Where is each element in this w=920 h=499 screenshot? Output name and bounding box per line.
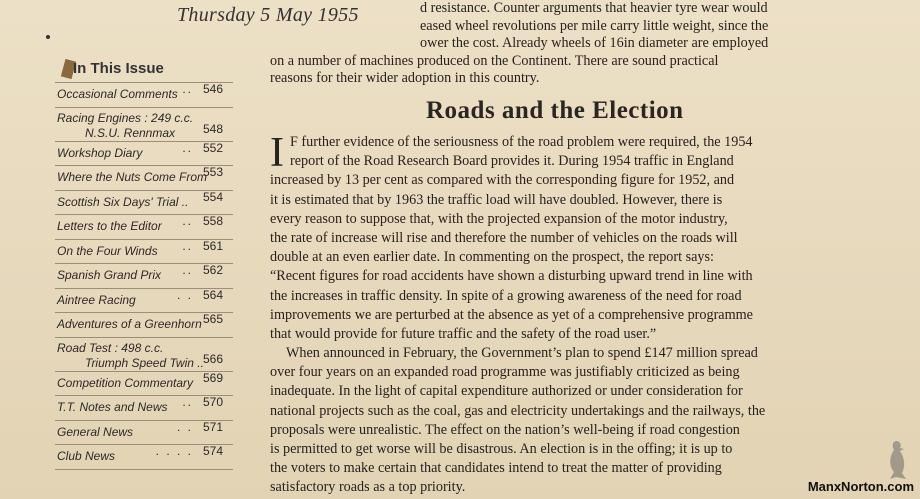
contents-page-number: 569	[202, 370, 223, 385]
contents-page-number: 571	[202, 419, 223, 434]
text-line: inadequate. In the light of capital expenditure authorized or under consideration for	[270, 383, 743, 400]
contents-page-number: 562	[202, 263, 223, 277]
contents-sidebar	[55, 58, 233, 470]
text-line: reasons for their wider adoption in this country.	[270, 70, 540, 87]
contents-item[interactable]	[55, 313, 233, 338]
contents-page-number: 553	[202, 165, 223, 179]
contents-item-subtitle: Triumph Speed Twin ..	[85, 355, 204, 370]
contents-page-number: 558	[202, 214, 223, 228]
contents-page-number: 565	[202, 312, 223, 326]
contents-list	[55, 82, 233, 470]
text-line: double at an even earlier date. In commenting on the prospect, the report says:	[270, 249, 714, 266]
text-line: When announced in February, the Government’s plan to spend £147 million spread	[286, 345, 758, 362]
text-line: report of the Road Research Board provides it. During 1954 traffic in England	[290, 153, 734, 170]
contents-page-number: 561	[202, 238, 223, 253]
contents-page-number: 546	[202, 82, 223, 96]
text-line: the increases in traffic density. In spite of a growing awareness of the need for road	[270, 287, 742, 304]
text-line: F further evidence of the seriousness of the road problem were required, the 1954	[290, 134, 753, 150]
text-line: “Recent figures for road accidents have shown a disturbing upward trend in line with	[270, 268, 753, 285]
contents-item-title: Road Test : 498 c.c.	[57, 340, 164, 355]
drop-cap: I	[270, 130, 284, 176]
contents-page-number: 548	[202, 121, 223, 136]
contents-page-number: 564	[202, 287, 223, 302]
contents-leader: ..	[182, 214, 193, 228]
text-line: on a number of machines produced on the Continent. There are sound practical	[270, 52, 719, 69]
text-line: increased by 13 per cent as compared with the corresponding figure for 1952, and	[270, 172, 735, 189]
contents-item-title: Where the Nuts Come From	[57, 170, 208, 184]
contents-item-title: Adventures of a Greenhorn	[57, 317, 202, 331]
contents-item-title: Racing Engines : 249 c.c.	[57, 110, 194, 125]
contents-page-number: 574	[202, 444, 223, 458]
contents-page-number: 570	[202, 395, 223, 409]
contents-item-title: Club News	[57, 449, 116, 463]
text-line: proposals were unrealistic. The effect on the nation’s well-being if road congestion	[270, 421, 740, 438]
contents-leader: . .	[176, 419, 193, 434]
contents-item-title: Spanish Grand Prix	[57, 268, 162, 282]
contents-item[interactable]	[55, 445, 233, 470]
text-line: ower the cost. Already wheels of 16in diameter are employed	[420, 35, 769, 52]
text-line: it is estimated that by 1963 the traffic load will have doubled. However, there is	[270, 191, 723, 208]
contents-item-title: Occasional Comments	[57, 87, 178, 101]
contents-item-title: Aintree Racing	[57, 292, 136, 307]
contents-title	[61, 58, 233, 80]
text-line: d resistance. Counter arguments that heavier tyre wear would	[420, 0, 768, 16]
text-line: the voters to make certain that candidates intend to treat the matter of providing	[270, 460, 722, 477]
contents-page-number: 566	[202, 351, 223, 366]
contents-page-number: 552	[202, 140, 223, 155]
contents-title-text: In This Issue	[73, 60, 164, 77]
bullet-dot	[46, 35, 50, 39]
text-line: every reason to suppose that, with the projected expansion of the motor industry,	[270, 210, 728, 227]
watermark-text: ManxNorton.com	[807, 479, 914, 494]
contents-item-title: General News	[57, 424, 134, 439]
contents-item-title: Competition Commentary	[57, 375, 194, 390]
contents-leader: . .	[176, 287, 193, 302]
text-line: satisfactory roads as a top priority.	[270, 479, 466, 496]
contents-item-title: Letters to the Editor	[57, 219, 162, 233]
text-line: over four years on an expanded road programme was justifiably criticized as being	[270, 364, 740, 381]
contents-item-title: Workshop Diary	[57, 145, 143, 160]
text-line: improvements we are perturbed at the absence as yet of a comprehensive programme	[270, 306, 753, 323]
contents-page-number: 554	[202, 189, 223, 204]
watermark-bird-icon	[882, 439, 912, 481]
contents-leader: . . . .	[155, 444, 193, 458]
contents-leader: ..	[182, 395, 193, 409]
text-line: the rate of increase will rise and therefore the number of vehicles on the roads will	[270, 229, 738, 246]
contents-leader: ..	[182, 140, 193, 155]
contents-item-subtitle: N.S.U. Rennmax	[85, 125, 176, 140]
contents-leader: ..	[182, 263, 193, 277]
text-line: national projects such as the coal, gas and electricity undertakings and the railways, the	[270, 402, 766, 419]
contents-item-title: T.T. Notes and News	[57, 400, 168, 414]
article-body	[270, 130, 910, 499]
text-line: that would provide for future traffic and the safety of the road user.”	[270, 325, 657, 342]
contents-item-title: On the Four Winds	[57, 243, 158, 258]
contents-item[interactable]	[55, 83, 233, 108]
issue-date: Thursday 5 May 1955	[177, 4, 359, 26]
text-line: is permitted to get worse will be disastrous. An election is in the offing; it is up to	[270, 441, 733, 457]
contents-leader: ..	[182, 238, 193, 253]
article-heading: Roads and the Election	[426, 97, 684, 124]
previous-article-tail	[270, 0, 910, 88]
contents-item-title: Scottish Six Days' Trial ..	[57, 194, 189, 209]
text-line: eased wheel revolutions per mile carry little weight, since the	[420, 17, 769, 34]
contents-leader: ..	[182, 82, 193, 96]
